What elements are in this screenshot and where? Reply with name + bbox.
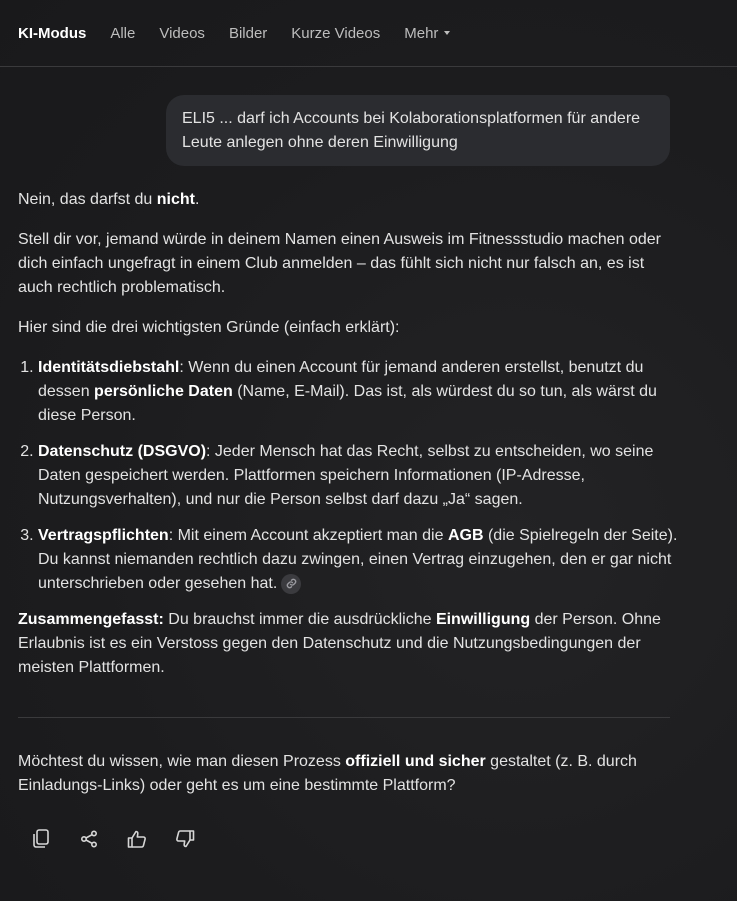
answer-summary	[18, 608, 678, 680]
tab-mehr[interactable]	[404, 25, 450, 42]
search-tabs-bar	[0, 0, 737, 67]
list-item	[38, 356, 678, 428]
answer-intro	[18, 188, 678, 212]
item-text: : Wenn du einen Account für jemand anderen erstellst, benutzt du dessen	[38, 359, 644, 400]
divider	[18, 717, 670, 718]
reasons-list	[18, 356, 678, 596]
thumbs-down-icon	[175, 830, 195, 848]
tab-bilder[interactable]: Bilder	[228, 24, 268, 42]
item-title: Datenschutz (DSGVO)	[38, 443, 207, 460]
tab-mehr-label: Mehr	[404, 24, 439, 42]
answer-intro-pre: Nein, das darfst du	[18, 191, 157, 208]
copy-button[interactable]	[28, 826, 54, 852]
user-query-bubble: ELI5 ... darf ich Accounts bei Kolaborationsplatformen für andere Leute anlegen ohne deren Einwilligung	[166, 95, 670, 166]
followup-text: gestaltet (z. B. durch Einladungs-Links) oder geht es um eine bestimmte Plattform?	[18, 753, 637, 794]
list-item	[38, 524, 678, 596]
share-button[interactable]	[76, 826, 102, 852]
answer-intro-post: .	[194, 191, 200, 208]
share-icon	[80, 830, 98, 848]
thumbs-down-button[interactable]	[172, 826, 198, 852]
item-text: : Mit einem Account akzeptiert man die	[168, 527, 448, 544]
item-text: (die Spielregeln der Seite). Du kannst niemanden rechtlich dazu zwingen, einen Vertrag einzugehen, den er gar nicht unterschrieben oder gesehen hat.	[38, 527, 678, 592]
link-icon	[286, 578, 297, 589]
item-title: Vertragspflichten	[38, 527, 169, 544]
tab-kurze-videos[interactable]: Kurze Videos	[291, 24, 381, 42]
item-bold: persönliche Daten	[94, 383, 233, 400]
tab-videos[interactable]: Videos	[159, 24, 205, 42]
tab-alle[interactable]: Alle	[110, 24, 136, 42]
item-text: (Name, E-Mail). Das ist, als würdest du so tun, als wärst du diese Person.	[38, 383, 657, 424]
thumbs-up-button[interactable]	[124, 826, 150, 852]
response-actions	[28, 826, 220, 852]
followup-text: Möchtest du wissen, wie man diesen Prozess	[18, 753, 346, 770]
thumbs-up-icon	[127, 830, 147, 848]
item-title: Identitätsdiebstahl	[38, 359, 180, 376]
answer-intro-bold: nicht	[156, 191, 195, 208]
summary-bold: Einwilligung	[435, 611, 531, 628]
answer-paragraph-2: Hier sind die drei wichtigsten Gründe (einfach erklärt):	[18, 319, 400, 336]
caret-down-icon	[444, 31, 450, 35]
copy-icon	[32, 829, 50, 849]
followup-bold: offiziell und sicher	[345, 753, 486, 770]
summary-text: der Person. Ohne Erlaubnis ist es ein Verstoss gegen den Datenschutz und die Nutzungsbedingungen der meisten Plattformen.	[18, 611, 661, 676]
source-link-chip[interactable]	[281, 574, 301, 594]
item-text: : Jeder Mensch hat das Recht, selbst zu entscheiden, wo seine Daten gespeichert werden. Plattformen speichern Informationen (IP-Adresse, Nutzungsverhalten), und nur die Person selbst darf dazu „Ja“ sagen.	[38, 443, 654, 508]
tab-ki-modus[interactable]: KI-Modus	[18, 24, 87, 42]
answer-paragraph-1: Stell dir vor, jemand würde in deinem Namen einen Ausweis im Fitnessstudio machen oder dich einfach ungefragt in einem Club anmelden – das fühlt sich nicht nur falsch an, es ist auch rechtlich problematisch.	[18, 231, 661, 296]
ai-answer	[18, 188, 678, 696]
followup-question	[18, 750, 678, 798]
item-bold: AGB	[447, 527, 484, 544]
list-item	[38, 440, 678, 512]
summary-text: Du brauchst immer die ausdrückliche	[163, 611, 436, 628]
summary-label: Zusammengefasst:	[18, 611, 164, 628]
